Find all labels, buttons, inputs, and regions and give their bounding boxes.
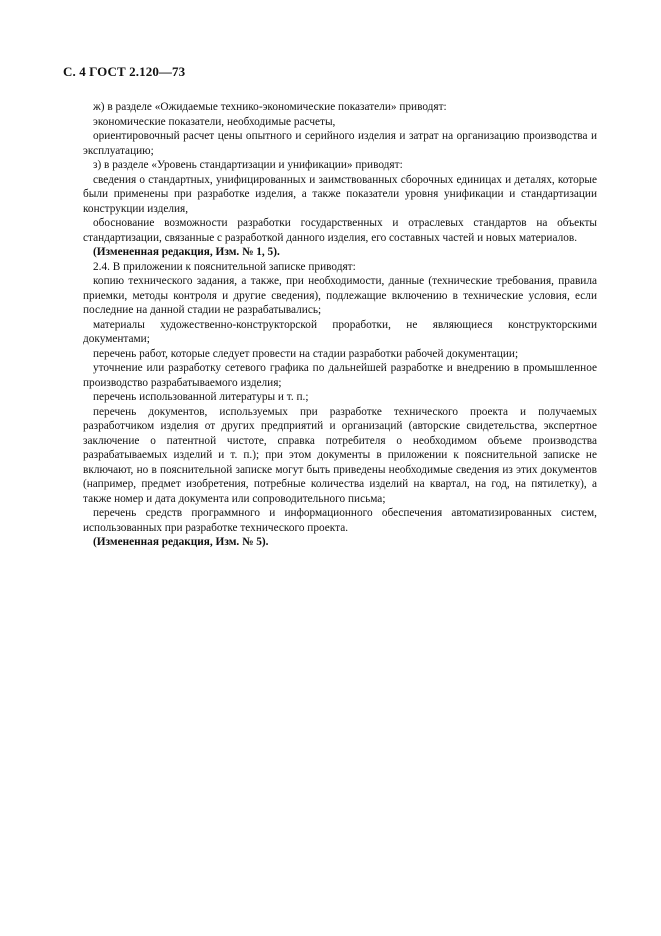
section-heading: 2.4. В приложении к пояснительной записке приводят: bbox=[93, 260, 356, 273]
amendment-note: (Измененная редакция, Изм. № 5). bbox=[93, 536, 269, 548]
paragraph: перечень средств программного и информационного обеспечения автоматизированных систем, использованных при разработке технического проекта. bbox=[83, 507, 597, 534]
paragraph: перечень использованной литературы и т. п.; bbox=[93, 391, 309, 403]
paragraph: перечень работ, которые следует провести на стадии разработки рабочей документации; bbox=[93, 347, 519, 360]
paragraph: материалы художественно-конструкторской проработки, не являющиеся конструкторскими документами; bbox=[83, 318, 597, 345]
paragraph: копию технического задания, а также, при необходимости, данные (технические требования, правила приемки, методы контроля и другие сведения), подлежащие включению в технические условия, если последние на данной стадии не разрабатывались; bbox=[83, 275, 597, 316]
paragraph: з) в разделе «Уровень стандартизации и унификации» приводят: bbox=[93, 159, 403, 171]
paragraph: уточнение или разработку сетевого графика по дальнейшей разработке и внедрению в промышленное производство разрабатываемого изделия; bbox=[83, 362, 597, 389]
amendment-note: (Измененная редакция, Изм. № 1, 5). bbox=[93, 246, 280, 258]
page-header: С. 4 ГОСТ 2.120—73 bbox=[63, 64, 186, 79]
paragraph: сведения о стандартных, унифицированных и заимствованных сборочных единицах и деталях, которые были применены при разработке изделия, а также показатели уровня унификации и стандартизации конструкции изделия, bbox=[83, 173, 597, 215]
paragraph: ж) в разделе «Ожидаемые технико-экономические показатели» приводят: bbox=[93, 101, 447, 113]
paragraph: перечень документов, используемых при разработке технического проекта и получаемых разработчиком изделия от других предприятий и организаций (авторские свидетельства, экспертное заключение о патентной чистоте, справка потребителя о необходимом объеме производства разрабатываемых изделий и т. п.); при этом документы в приложении к пояснительной записке не включают, но в пояснительной записке могут быть приведены необходимые сведения из этих документов (например, предмет изобретения, потребные количества изделий на квартал, на год, на пятилетку), а также номер и дата документа или сопроводительного письма; bbox=[83, 405, 597, 505]
paragraph: обоснование возможности разработки государственных и отраслевых стандартов на объекты стандартизации, связанные с разработкой данного изделия, его составных частей и новых материалов. bbox=[83, 217, 597, 244]
paragraph: экономические показатели, необходимые расчеты, bbox=[93, 115, 336, 128]
document-body bbox=[83, 100, 597, 550]
paragraph: ориентировочный расчет цены опытного и серийного изделия и затрат на организацию производства и эксплуатацию; bbox=[83, 130, 597, 157]
